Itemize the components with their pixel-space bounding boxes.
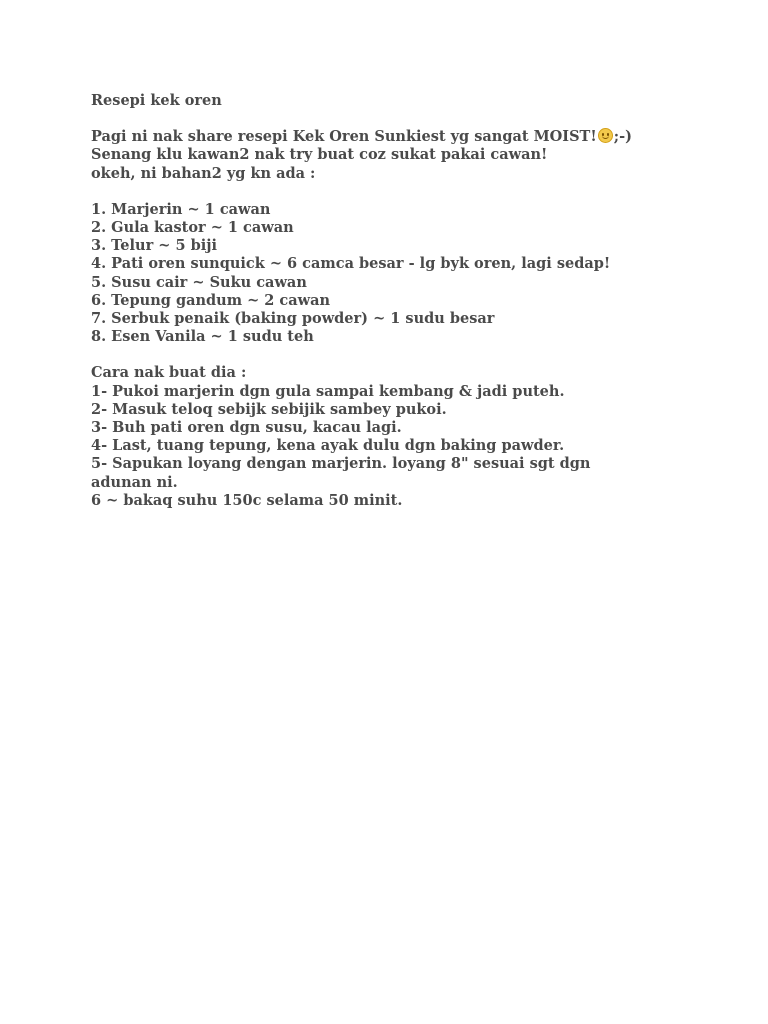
ingredient-item: 2. Gula kastor ~ 1 cawan xyxy=(91,219,294,237)
ingredient-item: 5. Susu cair ~ Suku cawan xyxy=(91,273,307,291)
ingredient-item: 3. Telur ~ 5 biji xyxy=(91,237,218,255)
intro-line-3: okeh, ni bahan2 yg kn ada : xyxy=(91,164,316,182)
method-heading: Cara nak buat dia : xyxy=(91,364,247,382)
ingredient-item: 4. Pati oren sunquick ~ 6 camca besar - lg byk oren, lagi sedap! xyxy=(91,255,611,273)
ingredient-item: 1. Marjerin ~ 1 cawan xyxy=(91,200,271,218)
intro-line-1-text: Pagi ni nak share resepi Kek Oren Sunkiest yg sangat MOIST! xyxy=(91,128,597,146)
intro-line-1 xyxy=(91,128,691,146)
winking-smiley-icon xyxy=(598,128,613,143)
intro-line-2: Senang klu kawan2 nak try buat coz sukat pakai cawan! xyxy=(91,146,548,164)
method-section xyxy=(91,364,691,510)
method-step: 5- Sapukan loyang dengan marjerin. loyang 8" sesuai sgt dgn adunan ni. xyxy=(91,455,591,491)
intro-emoticon-text: ;-) xyxy=(613,128,632,146)
ingredients-list xyxy=(91,201,691,347)
method-step: 6 ~ bakaq suhu 150c selama 50 minit. xyxy=(91,491,403,509)
method-step: 1- Pukoi marjerin dgn gula sampai kembang & jadi puteh. xyxy=(91,382,565,400)
document-title: Resepi kek oren xyxy=(91,92,222,109)
ingredient-item: 8. Esen Vanila ~ 1 sudu teh xyxy=(91,328,314,346)
intro-section xyxy=(91,128,691,183)
recipe-document xyxy=(91,92,691,528)
ingredient-item: 7. Serbuk penaik (baking powder) ~ 1 sudu besar xyxy=(91,310,495,328)
method-step: 3- Buh pati oren dgn susu, kacau lagi. xyxy=(91,419,402,437)
ingredient-item: 6. Tepung gandum ~ 2 cawan xyxy=(91,291,331,309)
method-step: 4- Last, tuang tepung, kena ayak dulu dgn baking pawder. xyxy=(91,437,565,455)
method-step: 2- Masuk teloq sebijk sebijik sambey pukoi. xyxy=(91,400,447,418)
